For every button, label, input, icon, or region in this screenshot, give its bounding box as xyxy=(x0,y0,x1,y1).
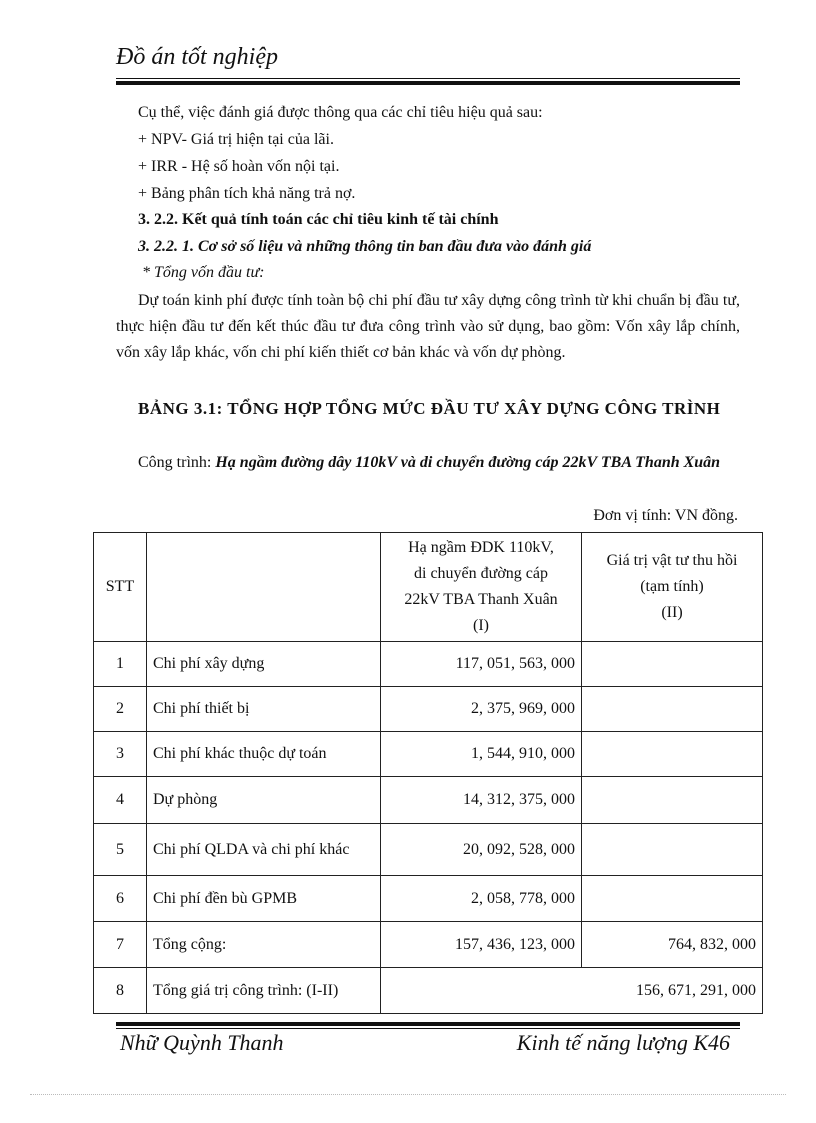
table-row xyxy=(94,922,763,968)
row-col-ii xyxy=(582,824,763,876)
total-item: Tổng giá trị công trình: (I-II) xyxy=(147,968,381,1014)
header-col-i-line: 22kV TBA Thanh Xuân xyxy=(404,591,558,608)
total-value: 156, 671, 291, 000 xyxy=(381,968,763,1014)
page-header-title: Đồ án tốt nghiệp xyxy=(116,44,278,70)
header-item xyxy=(147,533,381,642)
row-col-i: 20, 092, 528, 000 xyxy=(381,824,582,876)
table-header-row xyxy=(94,533,763,642)
project-line xyxy=(116,450,740,476)
row-item: Chi phí khác thuộc dự toán xyxy=(147,732,381,777)
footer-rule-thin xyxy=(116,1028,740,1029)
page-edge-dotted-line xyxy=(30,1094,786,1095)
row-stt: 4 xyxy=(94,777,147,824)
header-rule-thin xyxy=(116,78,740,79)
row-item: Chi phí đền bù GPMB xyxy=(147,876,381,922)
row-stt: 2 xyxy=(94,687,147,732)
header-col-i-line: di chuyển đường cáp xyxy=(414,565,548,582)
footer-author: Nhữ Quỳnh Thanh xyxy=(120,1030,284,1055)
table-row xyxy=(94,876,763,922)
table-row xyxy=(94,824,763,876)
header-col-ii-line: (II) xyxy=(661,604,683,621)
subsection-heading: 3. 2.2. 1. Cơ sở số liệu và những thông tin ban đầu đưa vào đánh giá xyxy=(138,238,592,255)
row-col-i: 157, 436, 123, 000 xyxy=(381,922,582,968)
header-col-i-line: Hạ ngầm ĐDK 110kV, xyxy=(408,539,554,556)
row-col-ii xyxy=(582,732,763,777)
row-stt: 1 xyxy=(94,642,147,687)
unit-note: Đơn vị tính: VN đồng. xyxy=(593,507,738,524)
section-heading: 3. 2.2. Kết quả tính toán các chỉ tiêu kinh tế tài chính xyxy=(138,211,499,228)
table-title: BẢNG 3.1: TỔNG HỢP TỔNG MỨC ĐẦU TƯ XÂY DỰNG CÔNG TRÌNH xyxy=(138,399,721,418)
project-label: Công trình: xyxy=(138,454,212,471)
table-row xyxy=(94,732,763,777)
footer-program: Kinh tế năng lượng K46 xyxy=(516,1030,730,1055)
table-total-row xyxy=(94,968,763,1014)
row-item: Tổng cộng: xyxy=(147,922,381,968)
header-stt: STT xyxy=(94,533,147,642)
intro-line: + Bảng phân tích khả năng trả nợ. xyxy=(138,185,356,202)
row-stt: 3 xyxy=(94,732,147,777)
header-rule-thick xyxy=(116,81,740,85)
intro-line: + NPV- Giá trị hiện tại của lãi. xyxy=(138,131,334,148)
row-col-i: 14, 312, 375, 000 xyxy=(381,777,582,824)
table-row xyxy=(94,642,763,687)
row-stt: 7 xyxy=(94,922,147,968)
row-stt: 5 xyxy=(94,824,147,876)
table-row xyxy=(94,777,763,824)
total-stt: 8 xyxy=(94,968,147,1014)
header-col-ii-line: (tạm tính) xyxy=(640,578,704,595)
row-col-ii xyxy=(582,777,763,824)
intro-line: + IRR - Hệ số hoàn vốn nội tại. xyxy=(138,158,340,175)
row-col-i: 2, 058, 778, 000 xyxy=(381,876,582,922)
header-col-i xyxy=(381,533,582,642)
investment-table xyxy=(93,532,763,1014)
row-item: Dự phòng xyxy=(147,777,381,824)
intro-line: Cụ thể, việc đánh giá được thông qua các chỉ tiêu hiệu quả sau: xyxy=(138,104,543,121)
row-stt: 6 xyxy=(94,876,147,922)
body-paragraph: Dự toán kinh phí được tính toàn bộ chi phí đầu tư xây dựng công trình từ khi chuẩn bị đầu tư, thực hiện đầu tư đến kết thúc đầu tư đưa công trình vào sử dụng, bao gồm: Vốn xây lắp chính, vốn xây lắp khác, vốn chi phí kiến thiết cơ bản khác và vốn dự phòng. xyxy=(116,292,740,361)
row-col-i: 1, 544, 910, 000 xyxy=(381,732,582,777)
row-item: Chi phí thiết bị xyxy=(147,687,381,732)
header-col-ii xyxy=(582,533,763,642)
table-row xyxy=(94,687,763,732)
row-col-ii xyxy=(582,876,763,922)
header-col-ii-line: Giá trị vật tư thu hồi xyxy=(606,552,738,569)
row-col-ii: 764, 832, 000 xyxy=(582,922,763,968)
row-col-ii xyxy=(582,687,763,732)
project-name: Hạ ngầm đường dây 110kV và di chuyển đường cáp 22kV TBA Thanh Xuân xyxy=(215,454,721,471)
row-col-ii xyxy=(582,642,763,687)
row-item: Chi phí QLDA và chi phí khác xyxy=(147,824,381,876)
header-col-i-line: (I) xyxy=(473,617,489,634)
row-col-i: 117, 051, 563, 000 xyxy=(381,642,582,687)
bullet-heading: * Tổng vốn đầu tư: xyxy=(142,264,265,281)
footer-rule-thick xyxy=(116,1022,740,1026)
row-item: Chi phí xây dựng xyxy=(147,642,381,687)
row-col-i: 2, 375, 969, 000 xyxy=(381,687,582,732)
